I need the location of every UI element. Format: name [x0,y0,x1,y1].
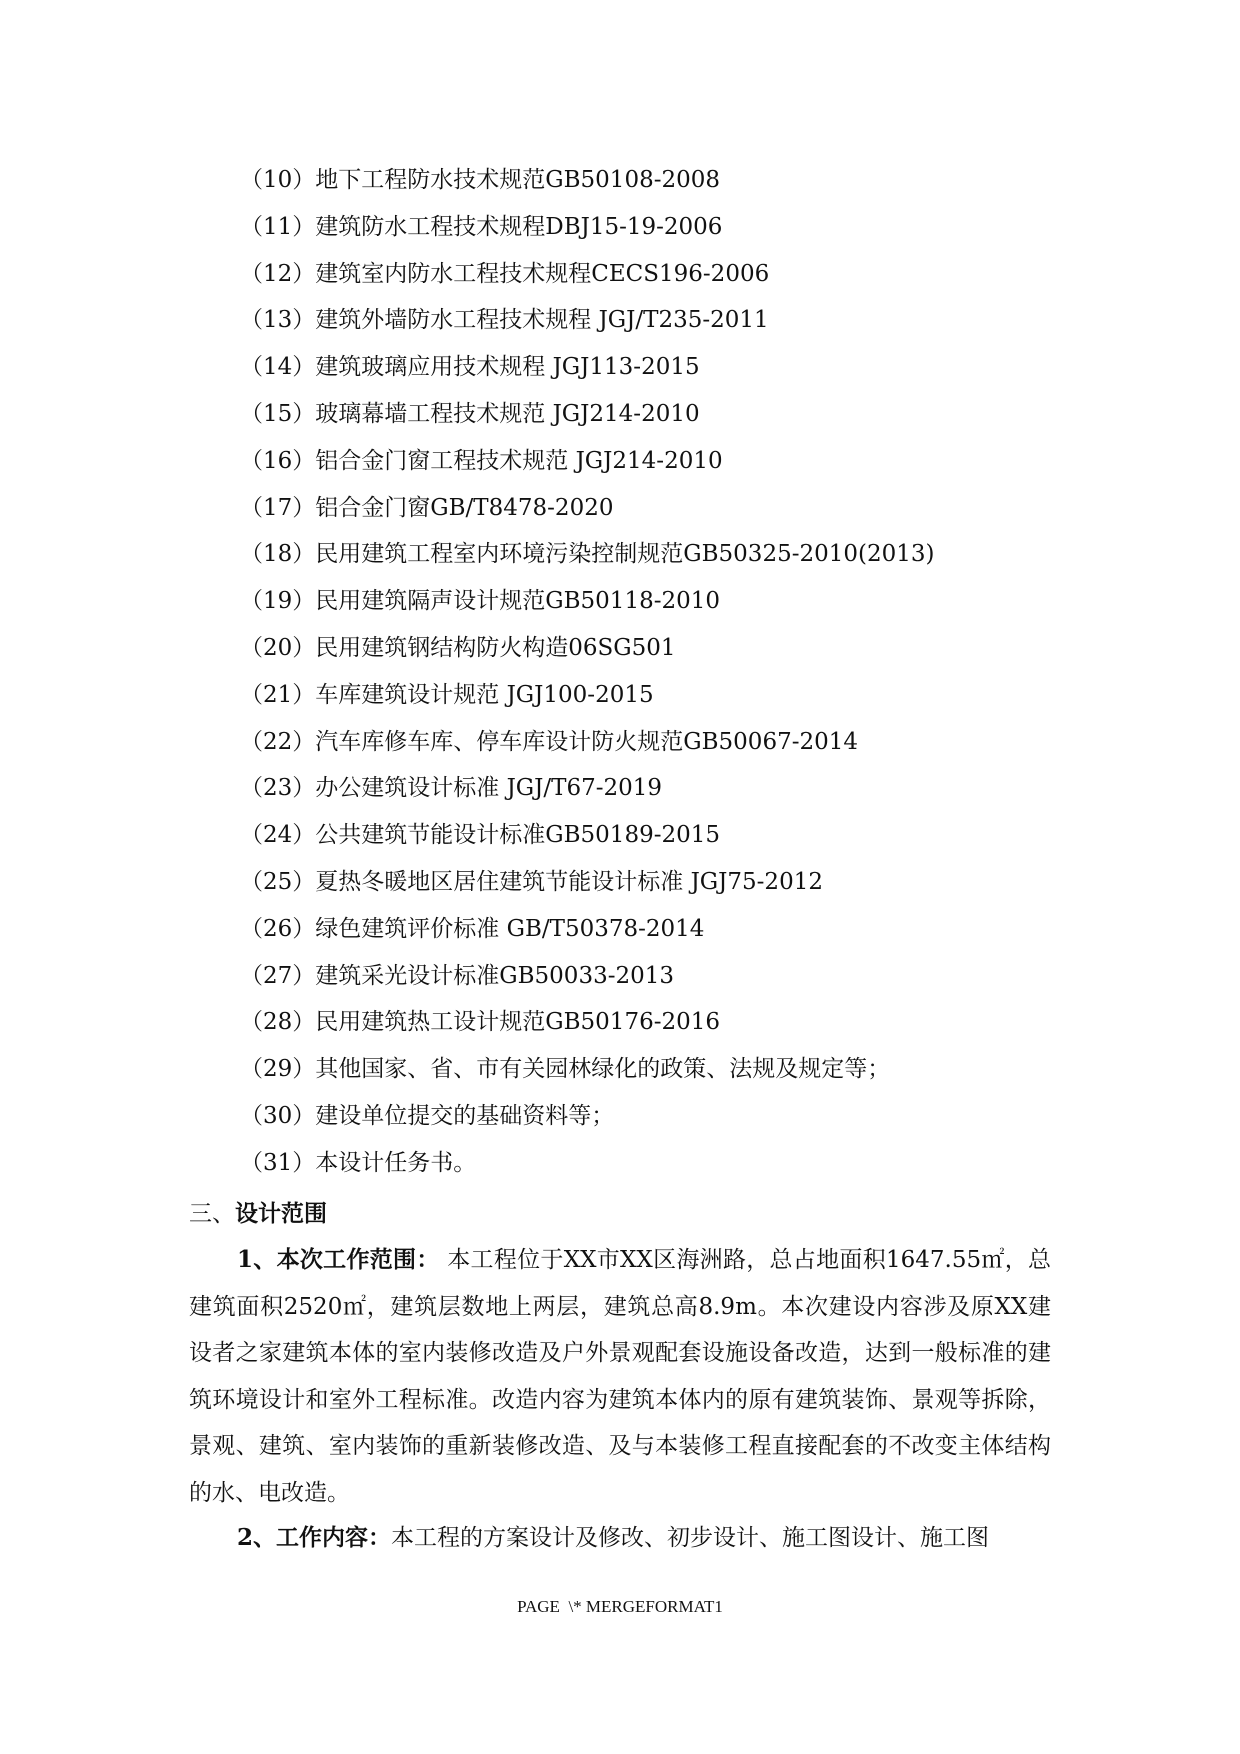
work-lead: 2、工作内容： [237,1524,392,1551]
standard-item: （18）民用建筑工程室内环境污染控制规范GB50325-2010(2013) [240,541,935,568]
standard-item: （21）车库建筑设计规范 JGJ100-2015 [240,681,654,708]
standard-item: （24）公共建筑节能设计标准GB50189-2015 [240,822,721,849]
standard-item: （30）建设单位提交的基础资料等； [240,1102,615,1129]
scope-paragraph [189,1237,1051,1516]
standard-item: （15）玻璃幕墙工程技术规范 JGJ214-2010 [240,400,700,427]
section-title: 设计范围 [235,1200,327,1227]
standard-item: （29）其他国家、省、市有关园林绿化的政策、法规及规定等； [240,1056,891,1083]
standard-item: （17）铝合金门窗GB/T8478-2020 [240,494,614,521]
standard-item: （27）建筑采光设计标准GB50033-2013 [240,962,675,989]
standard-item: （14）建筑玻璃应用技术规程 JGJ113-2015 [240,354,700,381]
scope-lead: 1、本次工作范围： [237,1246,440,1273]
standard-item: （23）办公建筑设计标准 JGJ/T67-2019 [240,775,663,802]
standard-item: （26）绿色建筑评价标准 GB/T50378-2014 [240,915,705,942]
standard-item: （10）地下工程防水技术规范GB50108-2008 [240,167,721,193]
work-text: 本工程的方案设计及修改、初步设计、施工图设计、施工图 [391,1525,990,1551]
section-number: 三、 [189,1201,235,1227]
standard-item: （19）民用建筑隔声设计规范GB50118-2010 [240,588,721,615]
standard-item: （11）建筑防水工程技术规程DBJ15-19-2006 [240,213,723,240]
scope-text: 本工程位于XX市XX区海洲路，总占地面积1647.55㎡，总建筑面积2520㎡，建筑层数地上两层，建筑总高8.9m。本次建设内容涉及原XX建设者之家建筑本体的室内装修改造及户外景观配套设施设备改造，达到一般标准的建筑环境设计和室外工程标准。改造内容为建筑本体内的原有建筑装饰、景观等拆除，景观、建筑、室内装饰的重新装修改造、及与本装修工程直接配套的不改变主体结构的水、电改造。 [189,1247,1051,1506]
standard-item: （20）民用建筑钢结构防火构造06SG501 [240,634,676,661]
standard-item: （22）汽车库修车库、停车库设计防火规范GB50067-2014 [240,728,859,755]
standard-item: （25）夏热冬暖地区居住建筑节能设计标准 JGJ75-2012 [240,868,823,895]
page-footer: PAGE \* MERGEFORMAT1 [517,1597,723,1616]
standard-item: （28）民用建筑热工设计规范GB50176-2016 [240,1009,721,1036]
standard-item: （31）本设计任务书。 [240,1149,477,1176]
section-heading [189,1191,327,1237]
standard-item: （13）建筑外墙防水工程技术规程 JGJ/T235-2011 [240,307,769,334]
standards-list [240,157,935,1187]
standard-item: （16）铝合金门窗工程技术规范 JGJ214-2010 [240,447,723,474]
work-paragraph [189,1515,1051,1562]
standard-item: （12）建筑室内防水工程技术规程CECS196-2006 [240,260,770,287]
